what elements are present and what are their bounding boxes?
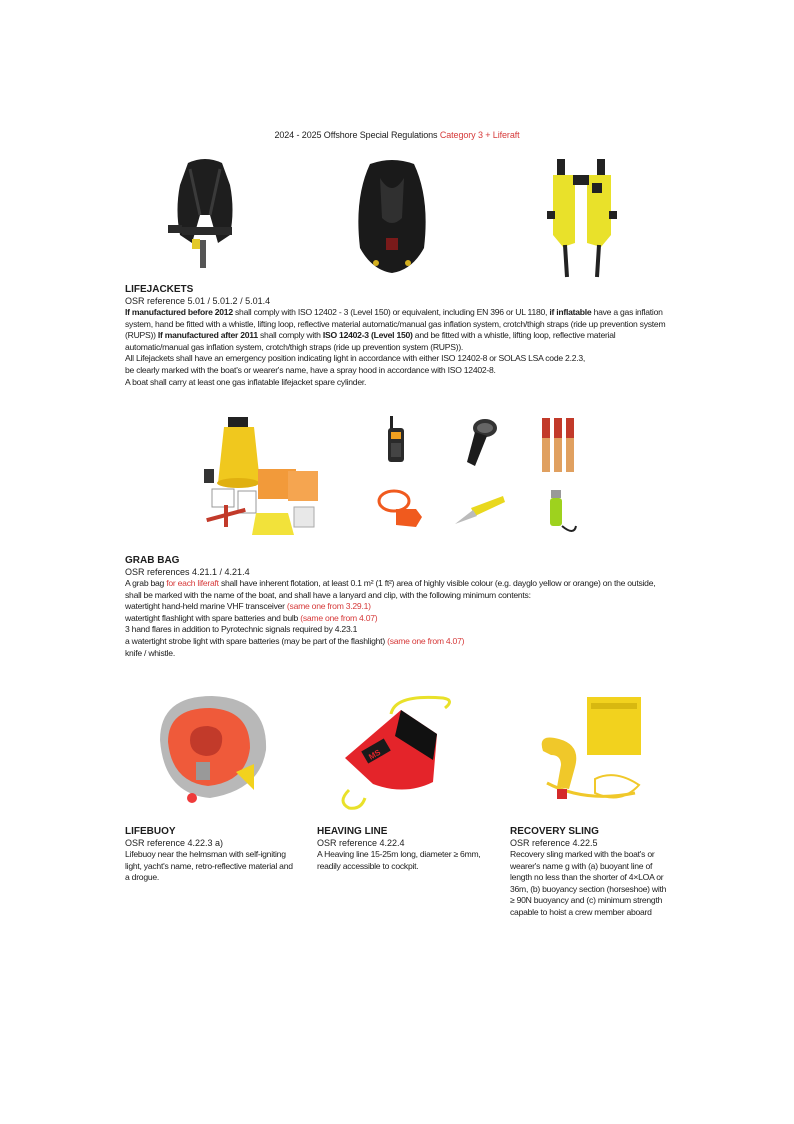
lifejackets-paragraph-3: be clearly marked with the boat's or wearer's name, have a spray hood in accordance with ISO 12402-8. bbox=[125, 364, 496, 375]
hand-flares-image bbox=[540, 416, 576, 474]
lifejackets-bold-2: if inflatable bbox=[549, 307, 592, 317]
lifejackets-bold-3: If manufactured after 2011 bbox=[157, 330, 258, 341]
section-lifebuoy bbox=[125, 826, 295, 884]
page-header bbox=[0, 130, 794, 140]
strobe-light-image bbox=[540, 488, 580, 536]
recoverysling-reference: OSR reference 4.22.5 bbox=[510, 838, 598, 848]
grabbag-intro-highlight: for each liferaft bbox=[166, 578, 219, 588]
recoverysling-text: Recovery sling marked with the boat's or wearer's name g with (a) buoyant line of length no less than the shorter of 4×LOA or 36m, (b) buoyancy section (horseshoe) with ≥ 90N buoyancy and (c) minimum strength capable to hoist a crew member aboard bbox=[510, 849, 667, 917]
header-title: 2024 - 2025 Offshore Special Regulations bbox=[274, 130, 438, 140]
grabbag-intro-1: A grab bag bbox=[125, 578, 167, 588]
grabbag-item-5: knife / whistle. bbox=[125, 647, 175, 658]
heavingline-reference: OSR reference 4.22.4 bbox=[317, 838, 405, 848]
grabbag-item-4 bbox=[125, 636, 673, 648]
lifejackets-bold-1: If manufactured before 2012 bbox=[125, 307, 233, 317]
heavingline-heading: HEAVING LINE bbox=[317, 826, 388, 837]
grabbag-item-4-text: a watertight strobe light with spare batteries (may be part of the flashlight) bbox=[125, 635, 385, 646]
heavingline-text: A Heaving line 15-25m long, diameter ≥ 6mm, readily accessible to cockpit. bbox=[317, 849, 481, 871]
knife-image bbox=[453, 494, 507, 528]
grabbag-item-1-note: (same one from 3.29.1) bbox=[286, 601, 371, 612]
grabbag-item-2-text: watertight flashlight with spare batteries and bulb bbox=[125, 612, 299, 623]
grabbag-item-4-note: (same one from 4.07) bbox=[387, 635, 465, 646]
lifejacket-image-3 bbox=[545, 155, 620, 280]
section-lifejackets bbox=[125, 284, 670, 388]
heaving-line-image bbox=[335, 690, 460, 815]
recoverysling-heading: RECOVERY SLING bbox=[510, 826, 599, 837]
grabbag-item-1 bbox=[125, 601, 673, 613]
grabbag-heading: GRAB BAG bbox=[125, 555, 180, 566]
lifejacket-image-2 bbox=[352, 158, 432, 278]
lifejackets-heading: LIFEJACKETS bbox=[125, 284, 194, 295]
lifejackets-paragraph-2: All Lifejackets shall have an emergency position indicating light in accordance with either ISO 12402-8 or SOLAS LSA code 2.2.3, bbox=[125, 353, 586, 364]
grabbag-item-3: 3 hand flares in addition to Pyrotechnic signals required by 4.23.1 bbox=[125, 624, 358, 635]
grab-bag-kit-image bbox=[198, 413, 328, 541]
flashlight-image bbox=[463, 416, 499, 468]
vhf-radio-image bbox=[386, 416, 406, 464]
grabbag-reference: OSR references 4.21.1 / 4.21.4 bbox=[125, 567, 250, 577]
header-category: Category 3 + Liferaft bbox=[439, 130, 520, 140]
lifejackets-reference: OSR reference 5.01 / 5.01.2 / 5.01.4 bbox=[125, 296, 271, 306]
grabbag-item-2-note: (same one from 4.07) bbox=[300, 612, 378, 623]
grabbag-intro bbox=[125, 578, 673, 601]
lifebuoy-heading: LIFEBUOY bbox=[125, 826, 176, 837]
lifejackets-text-2: have a gas inflation system, hand be fitted with a whistle, lifting loop, reflective material automatic/manual gas inflation system, crotch/thigh straps (ride up prevention system (RUPS)) bbox=[125, 307, 666, 341]
section-grab-bag bbox=[125, 555, 673, 659]
lifejackets-text-1: shall comply with ISO 12402 - 3 (Level 150) or equivalent, including EN 396 or UL 1180, bbox=[232, 307, 550, 317]
lifejackets-paragraph-4: A boat shall carry at least one gas inflatable lifejacket spare cylinder. bbox=[125, 376, 367, 387]
section-heaving-line bbox=[317, 826, 487, 872]
recovery-sling-image bbox=[535, 693, 647, 813]
lifebuoy-image bbox=[150, 690, 270, 815]
lifejackets-paragraph-1 bbox=[125, 307, 670, 353]
lifebuoy-text: Lifebuoy near the helmsman with self-igniting light, yacht's name, retro-reflective material and a drogue. bbox=[125, 849, 293, 883]
grabbag-intro-2: shall have inherent flotation, at least 0.1 m² (1 ft²) area of highly visible colour (e.g. dayglo yellow or orange) on the outside, shall be marked with the name of the boat, and shall have a lanyard and clip, with the following minimum contents: bbox=[125, 578, 656, 600]
lifejackets-text-4: and be fitted with a whistle, lifting loop, reflective material automatic/manual gas inflation system, crotch/thigh straps (ride up prevention system (RUPS)). bbox=[125, 330, 616, 352]
lifejacket-image-1 bbox=[160, 155, 250, 270]
whistle-image bbox=[376, 487, 426, 532]
grabbag-item-2 bbox=[125, 613, 673, 625]
section-recovery-sling bbox=[510, 826, 672, 919]
lifejackets-bold-4: ISO 12402-3 (Level 150) bbox=[322, 330, 413, 341]
lifebuoy-reference: OSR reference 4.22.3 a) bbox=[125, 838, 224, 848]
heaving-line-logo: MS bbox=[367, 747, 383, 762]
lifejackets-text-3: shall comply with bbox=[257, 330, 323, 341]
grabbag-item-1-text: watertight hand-held marine VHF transceiver bbox=[125, 601, 285, 612]
